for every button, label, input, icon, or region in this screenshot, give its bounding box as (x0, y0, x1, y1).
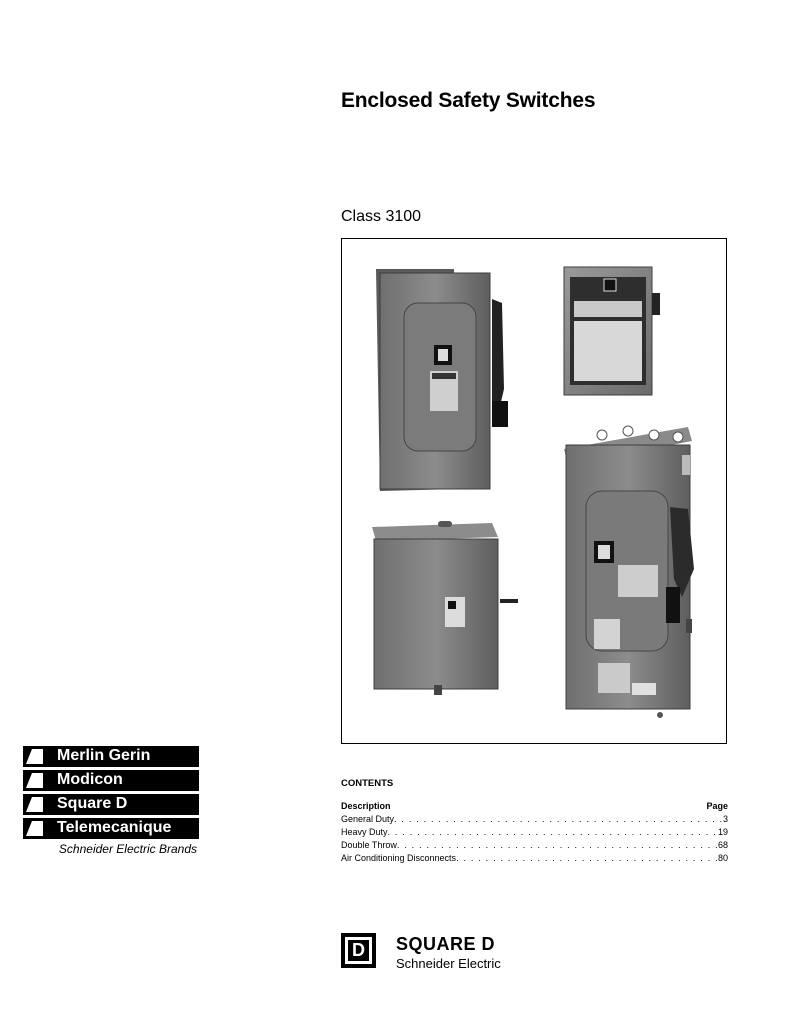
toc-leader (394, 814, 723, 824)
safety-switches-illustration (342, 239, 728, 745)
contents-title: CONTENTS (341, 778, 394, 789)
brand-square-d (23, 794, 199, 815)
page-subtitle: Class 3100 (341, 208, 422, 225)
brand-name: Modicon (57, 771, 123, 788)
toc-label: General Duty (341, 814, 395, 824)
toc-leader (388, 827, 718, 837)
brand-telemecanique (23, 818, 199, 839)
brand-name: Telemecanique (57, 819, 172, 836)
toc-label: Double Throw (341, 840, 397, 850)
brand-slash-icon (26, 821, 43, 836)
toc-row[interactable] (341, 840, 728, 853)
logo-subtitle: Schneider Electric (396, 956, 501, 971)
brand-slash-icon (26, 749, 43, 764)
brand-name: Merlin Gerin (57, 747, 151, 764)
toc-page: 3 (722, 814, 728, 824)
toc-page: 80 (717, 853, 728, 863)
brand-list (23, 746, 199, 856)
toc-row[interactable] (341, 814, 728, 827)
brand-slash-icon (26, 797, 43, 812)
switch-small-label (564, 267, 660, 395)
toc-leader (456, 853, 718, 863)
description-column-header: Description (341, 801, 391, 811)
brand-name: Square D (57, 795, 128, 812)
contents-header (341, 801, 728, 811)
brand-merlin-gerin (23, 746, 199, 767)
switch-general-duty-tall (376, 269, 508, 491)
switch-heavy-duty (564, 426, 694, 718)
toc-leader (397, 840, 718, 850)
page-column-header: Page (706, 801, 728, 811)
brands-caption: Schneider Electric Brands (58, 842, 197, 856)
brand-modicon (23, 770, 199, 791)
logo-name: SQUARE D (396, 934, 496, 954)
switch-rainproof (372, 521, 518, 695)
toc-row[interactable] (341, 827, 728, 840)
brand-slash-icon (26, 773, 43, 788)
page-title: Enclosed Safety Switches (341, 89, 596, 112)
square-d-logo-icon: D (341, 933, 376, 968)
table-of-contents (341, 778, 728, 866)
toc-page: 68 (717, 840, 728, 850)
toc-label: Air Conditioning Disconnects (341, 853, 457, 863)
toc-page: 19 (717, 827, 728, 837)
toc-row[interactable] (341, 853, 728, 866)
toc-label: Heavy Duty (341, 827, 388, 837)
product-photo (341, 238, 727, 744)
